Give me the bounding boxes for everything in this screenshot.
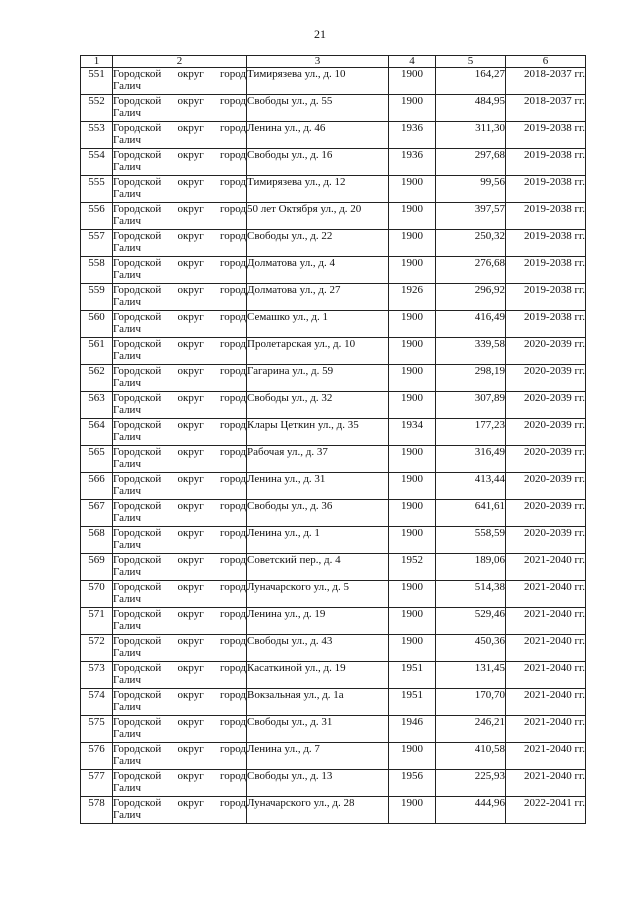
year-cell: 1900 <box>389 203 436 230</box>
period-cell: 2018-2037 гг. <box>506 95 586 122</box>
row-number: 566 <box>81 473 113 500</box>
row-number: 569 <box>81 554 113 581</box>
area-cell: 316,49 <box>436 446 506 473</box>
address-cell: Свободы ул., д. 16 <box>247 149 389 176</box>
area-cell: 641,61 <box>436 500 506 527</box>
address-cell: Ленина ул., д. 19 <box>247 608 389 635</box>
municipality-cell <box>113 446 247 473</box>
municipality-cell <box>113 365 247 392</box>
municipality-line-2: Галич <box>113 728 141 740</box>
table-row <box>81 500 586 527</box>
municipality-cell <box>113 230 247 257</box>
municipality-cell <box>113 770 247 797</box>
municipality-cell <box>113 419 247 446</box>
municipality-line-2: Галич <box>113 782 141 794</box>
table-row <box>81 770 586 797</box>
row-number: 555 <box>81 176 113 203</box>
municipality-cell <box>113 500 247 527</box>
address-cell: Ленина ул., д. 31 <box>247 473 389 500</box>
area-cell: 484,95 <box>436 95 506 122</box>
municipality-line-1: Городской округ город <box>113 338 246 350</box>
row-number: 557 <box>81 230 113 257</box>
column-header-1: 1 <box>81 56 113 68</box>
period-cell: 2019-2038 гг. <box>506 257 586 284</box>
address-cell: Луначарского ул., д. 5 <box>247 581 389 608</box>
column-header-3: 3 <box>247 56 389 68</box>
row-number: 567 <box>81 500 113 527</box>
municipality-cell <box>113 203 247 230</box>
municipality-cell <box>113 554 247 581</box>
area-cell: 307,89 <box>436 392 506 419</box>
address-cell: Луначарского ул., д. 28 <box>247 797 389 824</box>
municipality-line-1: Городской округ город <box>113 797 246 809</box>
municipality-line-2: Галич <box>113 377 141 389</box>
municipality-line-2: Галич <box>113 188 141 200</box>
area-cell: 177,23 <box>436 419 506 446</box>
table-row <box>81 716 586 743</box>
address-cell: Гагарина ул., д. 59 <box>247 365 389 392</box>
table-row <box>81 176 586 203</box>
table-row <box>81 68 586 95</box>
municipality-line-1: Городской округ город <box>113 392 246 404</box>
municipality-cell <box>113 311 247 338</box>
address-cell: Рабочая ул., д. 37 <box>247 446 389 473</box>
address-cell: Ленина ул., д. 46 <box>247 122 389 149</box>
row-number: 578 <box>81 797 113 824</box>
table-row <box>81 257 586 284</box>
table-row <box>81 446 586 473</box>
municipality-cell <box>113 149 247 176</box>
table-row <box>81 230 586 257</box>
table-row <box>81 554 586 581</box>
table-row <box>81 392 586 419</box>
municipality-line-1: Городской округ город <box>113 581 246 593</box>
year-cell: 1900 <box>389 68 436 95</box>
address-cell: Советский пер., д. 4 <box>247 554 389 581</box>
year-cell: 1900 <box>389 365 436 392</box>
year-cell: 1900 <box>389 392 436 419</box>
period-cell: 2019-2038 гг. <box>506 230 586 257</box>
table-row <box>81 365 586 392</box>
table-row <box>81 122 586 149</box>
area-cell: 444,96 <box>436 797 506 824</box>
table-row <box>81 635 586 662</box>
period-cell: 2018-2037 гг. <box>506 68 586 95</box>
municipality-cell <box>113 473 247 500</box>
municipality-cell <box>113 122 247 149</box>
municipality-line-1: Городской округ город <box>113 311 246 323</box>
municipality-cell <box>113 797 247 824</box>
municipality-line-1: Городской округ город <box>113 743 246 755</box>
municipality-line-1: Городской округ город <box>113 176 246 188</box>
municipality-line-2: Галич <box>113 512 141 524</box>
address-cell: Свободы ул., д. 22 <box>247 230 389 257</box>
table-row <box>81 284 586 311</box>
row-number: 558 <box>81 257 113 284</box>
municipality-cell <box>113 68 247 95</box>
municipality-line-1: Городской округ город <box>113 257 246 269</box>
period-cell: 2021-2040 гг. <box>506 743 586 770</box>
municipality-line-2: Галич <box>113 269 141 281</box>
area-cell: 246,21 <box>436 716 506 743</box>
municipality-line-2: Галич <box>113 107 141 119</box>
municipality-line-2: Галич <box>113 404 141 416</box>
municipality-line-2: Галич <box>113 593 141 605</box>
municipality-line-2: Галич <box>113 161 141 173</box>
year-cell: 1956 <box>389 770 436 797</box>
row-number: 553 <box>81 122 113 149</box>
row-number: 552 <box>81 95 113 122</box>
period-cell: 2020-2039 гг. <box>506 527 586 554</box>
municipality-line-1: Городской округ город <box>113 284 246 296</box>
municipality-line-2: Галич <box>113 701 141 713</box>
municipality-line-2: Галич <box>113 647 141 659</box>
municipality-line-1: Городской округ город <box>113 527 246 539</box>
area-cell: 250,32 <box>436 230 506 257</box>
period-cell: 2021-2040 гг. <box>506 716 586 743</box>
year-cell: 1900 <box>389 446 436 473</box>
row-number: 562 <box>81 365 113 392</box>
address-cell: Вокзальная ул., д. 1а <box>247 689 389 716</box>
table-row <box>81 311 586 338</box>
table-row <box>81 419 586 446</box>
municipality-line-1: Городской округ город <box>113 419 246 431</box>
municipality-cell <box>113 581 247 608</box>
year-cell: 1952 <box>389 554 436 581</box>
row-number: 565 <box>81 446 113 473</box>
column-header-row <box>81 56 586 68</box>
municipality-line-1: Городской округ город <box>113 662 246 674</box>
row-number: 551 <box>81 68 113 95</box>
municipality-line-1: Городской округ город <box>113 473 246 485</box>
municipality-cell <box>113 662 247 689</box>
row-number: 574 <box>81 689 113 716</box>
period-cell: 2020-2039 гг. <box>506 392 586 419</box>
row-number: 571 <box>81 608 113 635</box>
municipality-cell <box>113 338 247 365</box>
address-cell: Свободы ул., д. 43 <box>247 635 389 662</box>
municipality-line-1: Городской округ город <box>113 500 246 512</box>
table-row <box>81 689 586 716</box>
period-cell: 2019-2038 гг. <box>506 311 586 338</box>
address-cell: Семашко ул., д. 1 <box>247 311 389 338</box>
municipality-line-2: Галич <box>113 431 141 443</box>
municipality-cell <box>113 95 247 122</box>
table-row <box>81 473 586 500</box>
year-cell: 1900 <box>389 797 436 824</box>
municipality-line-1: Городской округ город <box>113 203 246 215</box>
row-number: 559 <box>81 284 113 311</box>
municipality-line-2: Галич <box>113 323 141 335</box>
municipality-line-2: Галич <box>113 134 141 146</box>
row-number: 570 <box>81 581 113 608</box>
registry-body <box>81 68 586 824</box>
area-cell: 276,68 <box>436 257 506 284</box>
period-cell: 2020-2039 гг. <box>506 365 586 392</box>
period-cell: 2019-2038 гг. <box>506 122 586 149</box>
period-cell: 2019-2038 гг. <box>506 203 586 230</box>
area-cell: 339,58 <box>436 338 506 365</box>
row-number: 556 <box>81 203 113 230</box>
address-cell: Клары Цеткин ул., д. 35 <box>247 419 389 446</box>
row-number: 577 <box>81 770 113 797</box>
period-cell: 2019-2038 гг. <box>506 176 586 203</box>
period-cell: 2020-2039 гг. <box>506 500 586 527</box>
year-cell: 1900 <box>389 257 436 284</box>
municipality-cell <box>113 716 247 743</box>
municipality-line-1: Городской округ город <box>113 770 246 782</box>
municipality-line-2: Галич <box>113 215 141 227</box>
area-cell: 99,56 <box>436 176 506 203</box>
area-cell: 189,06 <box>436 554 506 581</box>
municipality-line-2: Галич <box>113 458 141 470</box>
column-header-2: 2 <box>113 56 247 68</box>
row-number: 576 <box>81 743 113 770</box>
municipality-line-2: Галич <box>113 674 141 686</box>
year-cell: 1936 <box>389 149 436 176</box>
municipality-line-2: Галич <box>113 755 141 767</box>
period-cell: 2021-2040 гг. <box>506 770 586 797</box>
row-number: 563 <box>81 392 113 419</box>
municipality-cell <box>113 608 247 635</box>
area-cell: 397,57 <box>436 203 506 230</box>
period-cell: 2022-2041 гг. <box>506 797 586 824</box>
area-cell: 410,58 <box>436 743 506 770</box>
year-cell: 1934 <box>389 419 436 446</box>
row-number: 575 <box>81 716 113 743</box>
address-cell: Свободы ул., д. 13 <box>247 770 389 797</box>
year-cell: 1900 <box>389 473 436 500</box>
row-number: 564 <box>81 419 113 446</box>
municipality-cell <box>113 392 247 419</box>
municipality-line-1: Городской округ город <box>113 689 246 701</box>
municipality-line-1: Городской округ город <box>113 149 246 161</box>
area-cell: 558,59 <box>436 527 506 554</box>
year-cell: 1900 <box>389 311 436 338</box>
municipality-line-1: Городской округ город <box>113 446 246 458</box>
year-cell: 1936 <box>389 122 436 149</box>
address-cell: Свободы ул., д. 31 <box>247 716 389 743</box>
area-cell: 450,36 <box>436 635 506 662</box>
column-header-4: 4 <box>389 56 436 68</box>
period-cell: 2021-2040 гг. <box>506 689 586 716</box>
area-cell: 131,45 <box>436 662 506 689</box>
municipality-line-1: Городской округ город <box>113 68 246 80</box>
area-cell: 296,92 <box>436 284 506 311</box>
municipality-line-2: Галич <box>113 485 141 497</box>
address-cell: Свободы ул., д. 36 <box>247 500 389 527</box>
municipality-line-2: Галич <box>113 242 141 254</box>
area-cell: 297,68 <box>436 149 506 176</box>
year-cell: 1900 <box>389 176 436 203</box>
column-header-5: 5 <box>436 56 506 68</box>
year-cell: 1946 <box>389 716 436 743</box>
address-cell: Ленина ул., д. 1 <box>247 527 389 554</box>
municipality-line-1: Городской округ город <box>113 365 246 377</box>
municipality-line-1: Городской округ город <box>113 608 246 620</box>
table-row <box>81 797 586 824</box>
area-cell: 164,27 <box>436 68 506 95</box>
registry-table <box>80 55 586 824</box>
year-cell: 1900 <box>389 230 436 257</box>
table-row <box>81 608 586 635</box>
municipality-cell <box>113 635 247 662</box>
municipality-cell <box>113 176 247 203</box>
table-row <box>81 527 586 554</box>
year-cell: 1900 <box>389 527 436 554</box>
page-number: 21 <box>314 27 326 41</box>
municipality-line-1: Городской округ город <box>113 716 246 728</box>
period-cell: 2020-2039 гг. <box>506 473 586 500</box>
address-cell: Свободы ул., д. 55 <box>247 95 389 122</box>
municipality-line-1: Городской округ город <box>113 122 246 134</box>
year-cell: 1900 <box>389 743 436 770</box>
period-cell: 2021-2040 гг. <box>506 554 586 581</box>
municipality-line-2: Галич <box>113 809 141 821</box>
period-cell: 2020-2039 гг. <box>506 419 586 446</box>
area-cell: 311,30 <box>436 122 506 149</box>
year-cell: 1951 <box>389 689 436 716</box>
municipality-line-2: Галич <box>113 350 141 362</box>
municipality-line-1: Городской округ город <box>113 230 246 242</box>
year-cell: 1900 <box>389 95 436 122</box>
table-row <box>81 338 586 365</box>
period-cell: 2020-2039 гг. <box>506 446 586 473</box>
period-cell: 2019-2038 гг. <box>506 149 586 176</box>
address-cell: Тимирязева ул., д. 10 <box>247 68 389 95</box>
row-number: 554 <box>81 149 113 176</box>
table-row <box>81 203 586 230</box>
period-cell: 2020-2039 гг. <box>506 338 586 365</box>
address-cell: Касаткиной ул., д. 19 <box>247 662 389 689</box>
row-number: 572 <box>81 635 113 662</box>
address-cell: Долматова ул., д. 27 <box>247 284 389 311</box>
address-cell: Долматова ул., д. 4 <box>247 257 389 284</box>
address-cell: Тимирязева ул., д. 12 <box>247 176 389 203</box>
area-cell: 298,19 <box>436 365 506 392</box>
municipality-cell <box>113 257 247 284</box>
municipality-line-1: Городской округ город <box>113 635 246 647</box>
municipality-line-1: Городской округ город <box>113 554 246 566</box>
municipality-line-2: Галич <box>113 620 141 632</box>
municipality-line-2: Галич <box>113 566 141 578</box>
table-row <box>81 662 586 689</box>
year-cell: 1900 <box>389 608 436 635</box>
period-cell: 2021-2040 гг. <box>506 662 586 689</box>
row-number: 568 <box>81 527 113 554</box>
area-cell: 529,46 <box>436 608 506 635</box>
year-cell: 1926 <box>389 284 436 311</box>
year-cell: 1900 <box>389 338 436 365</box>
period-cell: 2021-2040 гг. <box>506 608 586 635</box>
municipality-line-2: Галич <box>113 80 141 92</box>
table-row <box>81 149 586 176</box>
row-number: 573 <box>81 662 113 689</box>
row-number: 560 <box>81 311 113 338</box>
period-cell: 2021-2040 гг. <box>506 635 586 662</box>
period-cell: 2021-2040 гг. <box>506 581 586 608</box>
municipality-line-1: Городской округ город <box>113 95 246 107</box>
address-cell: Ленина ул., д. 7 <box>247 743 389 770</box>
column-header-6: 6 <box>506 56 586 68</box>
municipality-cell <box>113 284 247 311</box>
table-row <box>81 743 586 770</box>
area-cell: 413,44 <box>436 473 506 500</box>
row-number: 561 <box>81 338 113 365</box>
area-cell: 514,38 <box>436 581 506 608</box>
address-cell: Пролетарская ул., д. 10 <box>247 338 389 365</box>
table-row <box>81 581 586 608</box>
municipality-cell <box>113 743 247 770</box>
year-cell: 1900 <box>389 635 436 662</box>
table-row <box>81 95 586 122</box>
year-cell: 1900 <box>389 500 436 527</box>
municipality-cell <box>113 527 247 554</box>
year-cell: 1951 <box>389 662 436 689</box>
municipality-line-2: Галич <box>113 296 141 308</box>
address-cell: 50 лет Октября ул., д. 20 <box>247 203 389 230</box>
area-cell: 170,70 <box>436 689 506 716</box>
municipality-cell <box>113 689 247 716</box>
municipality-line-2: Галич <box>113 539 141 551</box>
year-cell: 1900 <box>389 581 436 608</box>
area-cell: 225,93 <box>436 770 506 797</box>
period-cell: 2019-2038 гг. <box>506 284 586 311</box>
address-cell: Свободы ул., д. 32 <box>247 392 389 419</box>
area-cell: 416,49 <box>436 311 506 338</box>
